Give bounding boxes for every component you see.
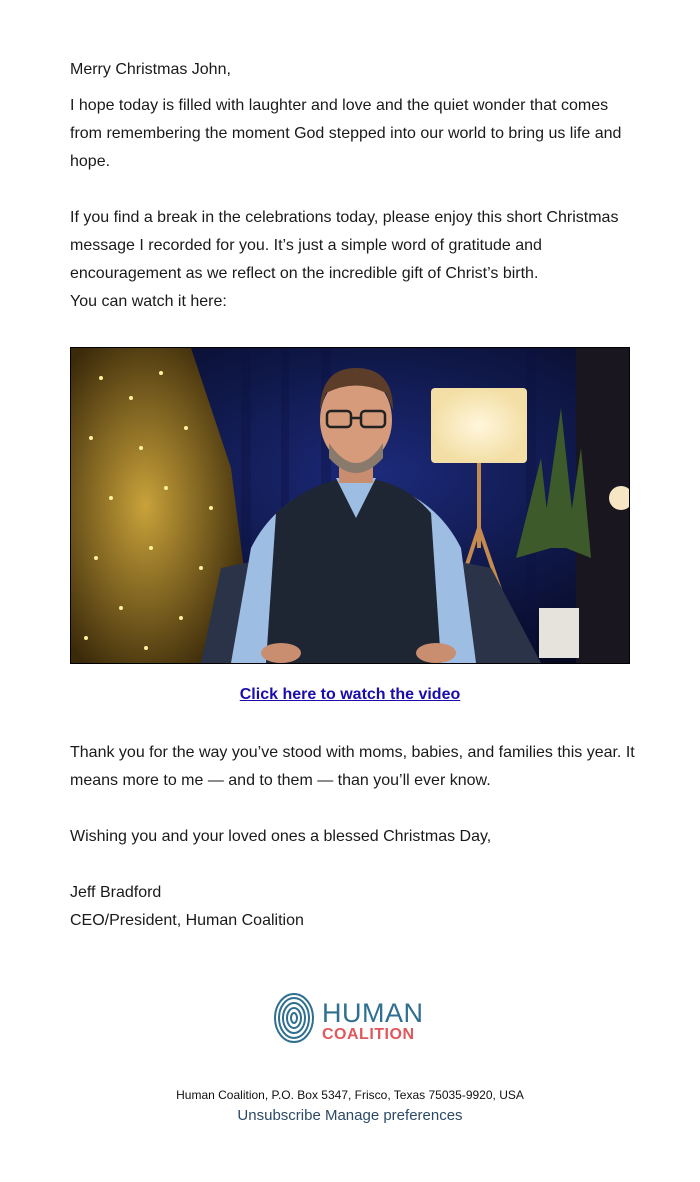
paragraph-watch-here: You can watch it here: (70, 293, 227, 310)
greeting: Merry Christmas John, (70, 61, 231, 78)
paragraph-thanks: Thank you for the way you’ve stood with moms, babies, and families this year. It means more to me — and to them — than you’ll ever know. (70, 744, 635, 789)
paragraph-intro: I hope today is filled with laughter and love and the quiet wonder that comes from remembering the moment God stepped into our world to bring us life and hope. (70, 97, 622, 170)
fingerprint-icon (272, 990, 316, 1051)
manage-preferences-link[interactable]: Manage preferences (324, 1107, 463, 1124)
letter-closing (70, 739, 650, 935)
watch-video-link[interactable]: Click here to watch the video (239, 686, 461, 703)
footer-links (0, 1107, 700, 1124)
human-coalition-logo (272, 988, 432, 1048)
paragraph-wishes: Wishing you and your loved ones a blessed Christmas Day, (70, 828, 492, 845)
paragraph-video-message: If you find a break in the celebrations today, please enjoy this short Christmas message I recorded for you. It’s just a simple word of gratitude and encouragement as we reflect on the incredible gift of Christ’s birth. (70, 209, 619, 282)
logo-wordmark-human: HUMAN (322, 998, 424, 1028)
unsubscribe-link[interactable]: Unsubscribe (237, 1107, 321, 1124)
footer-address: Human Coalition, P.O. Box 5347, Frisco, Texas 75035-9920, USA (176, 1088, 524, 1102)
letter-body (70, 56, 630, 316)
video-thumbnail[interactable] (70, 347, 630, 664)
signature-title: CEO/President, Human Coalition (70, 912, 304, 929)
logo-wordmark-coalition: COALITION (322, 1026, 415, 1043)
signature-name: Jeff Bradford (70, 884, 162, 901)
